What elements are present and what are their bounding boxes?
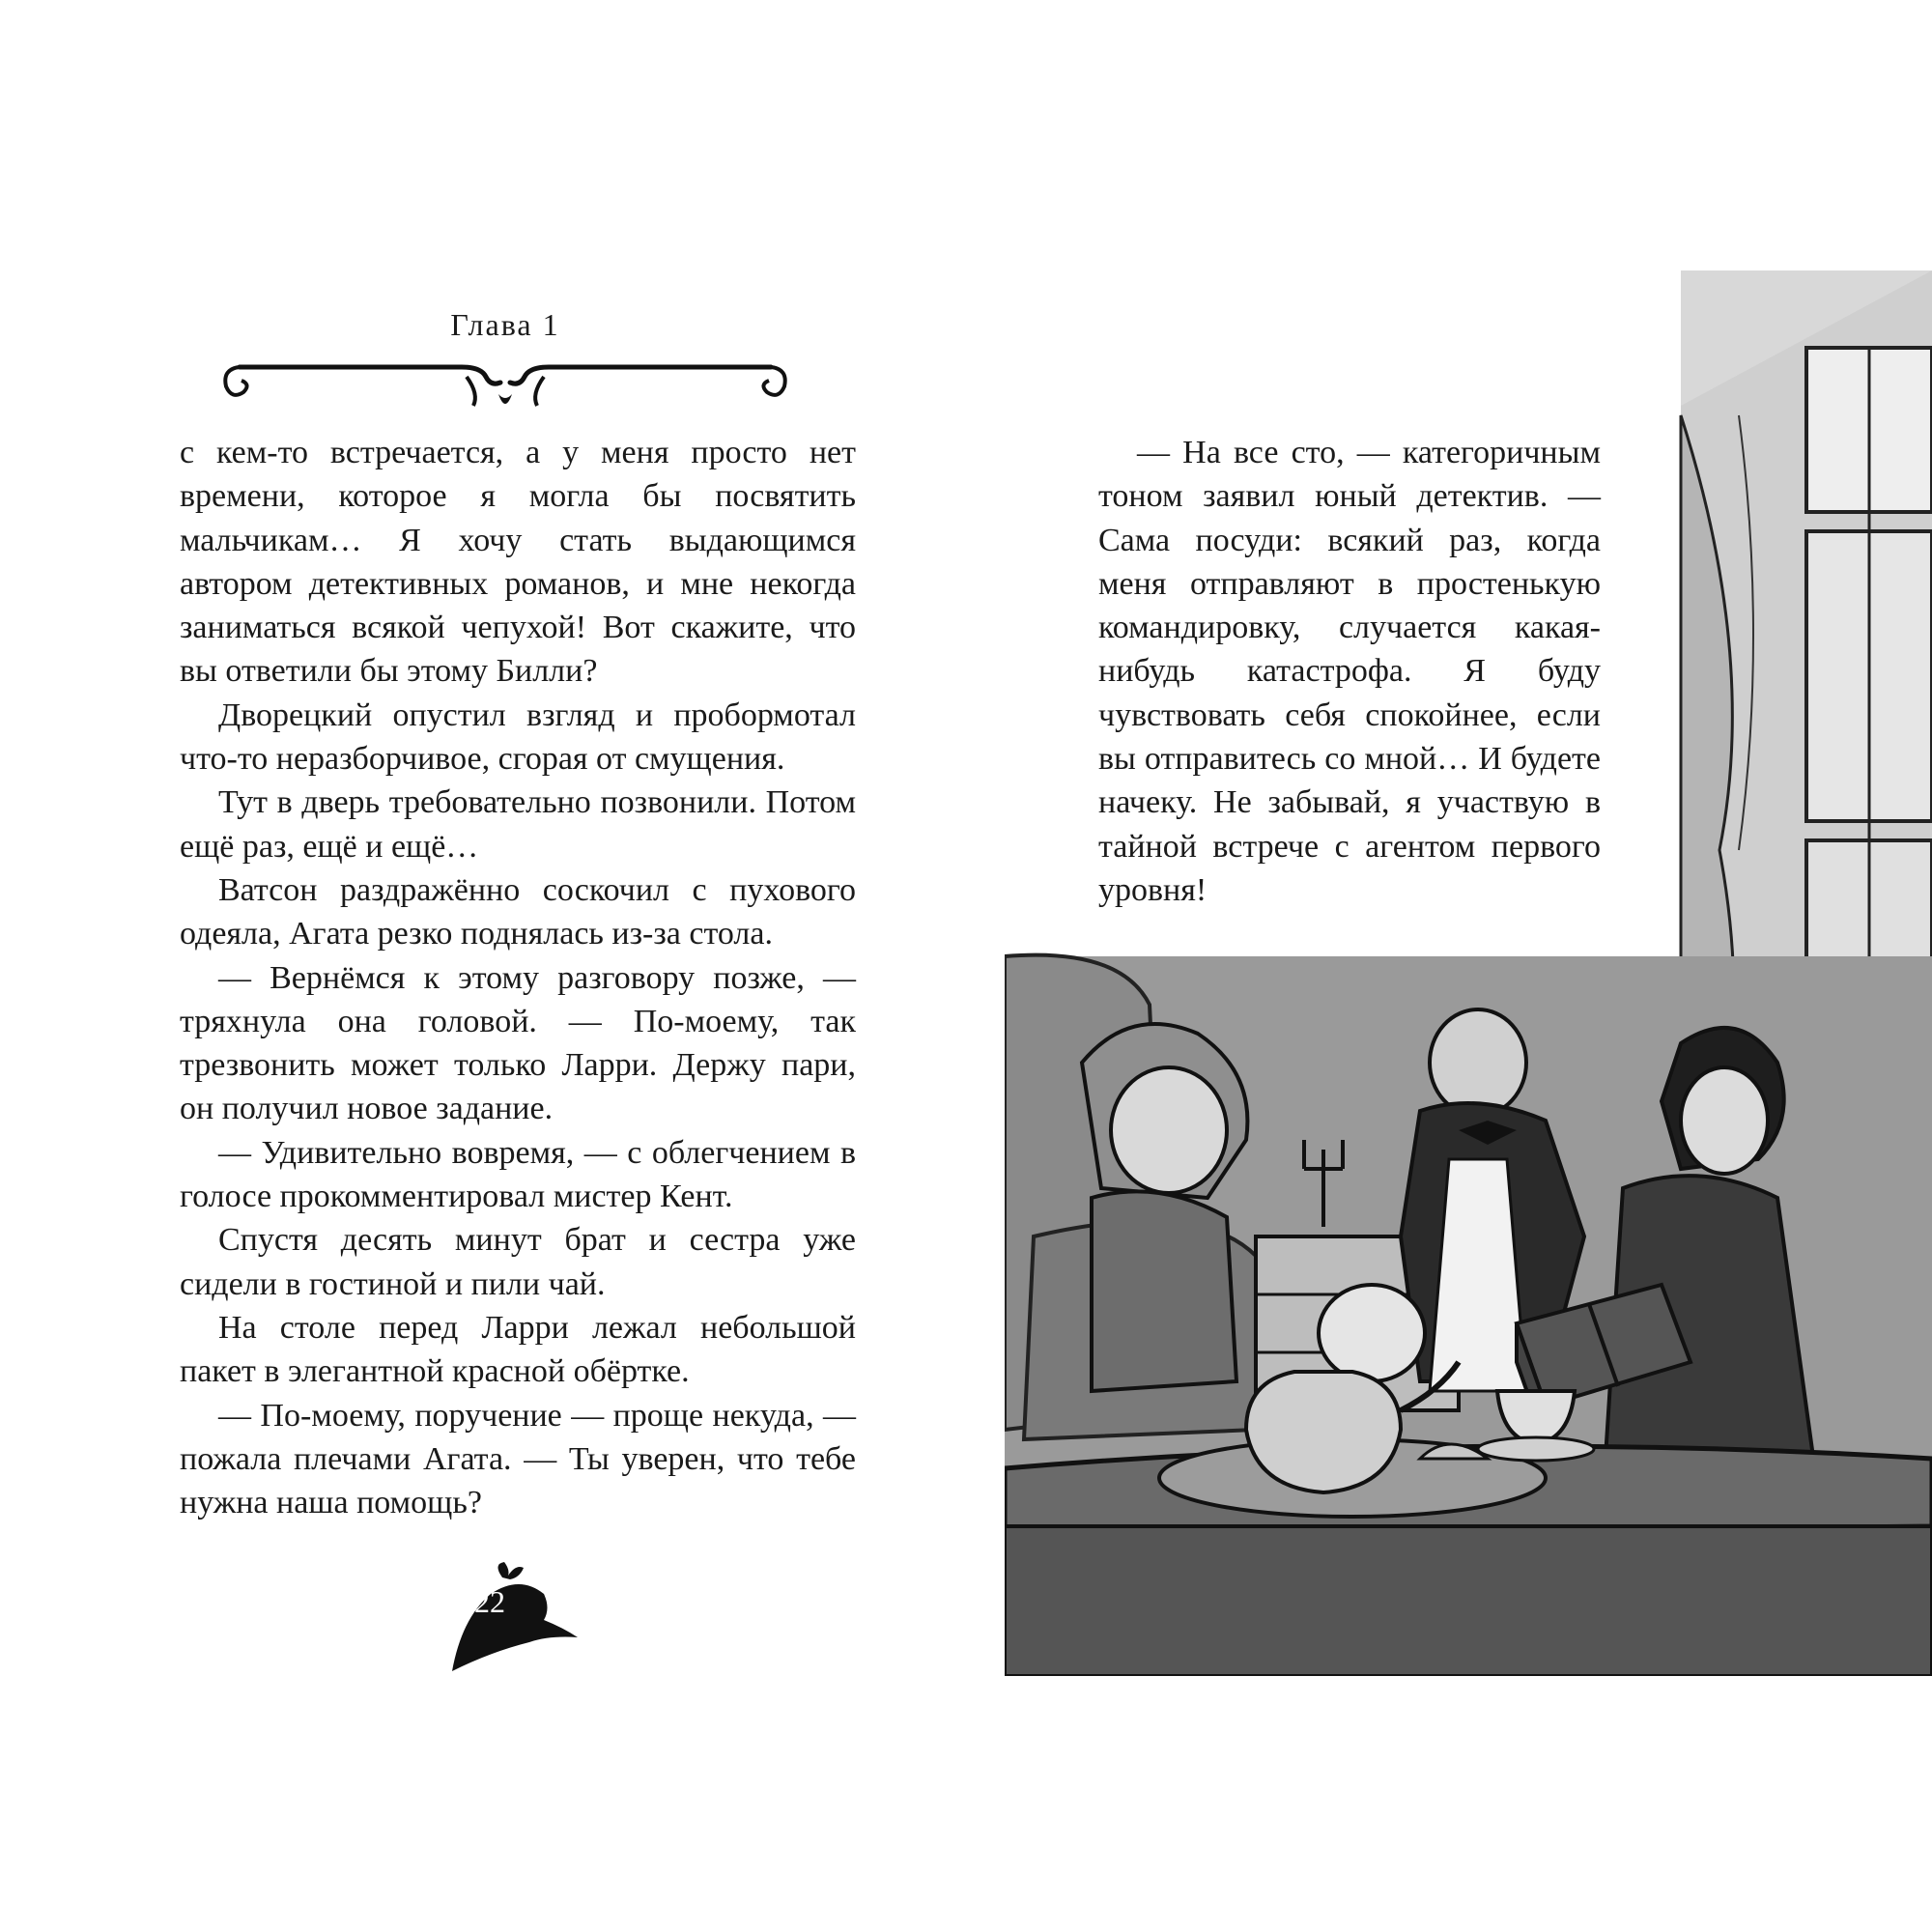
paragraph: Спустя десять минут брат и сестра уже сидели в гостиной и пили чай. [180, 1222, 856, 1302]
chapter-header: Глава 1 [450, 307, 560, 342]
paragraph: Дворецкий опустил взгляд и пробормотал что-то неразборчивое, сгорая от смущения. [180, 696, 856, 778]
ornament-divider [220, 355, 790, 413]
paragraph: Ватсон раздражённо соскочил с пухового одеяла, Агата резко поднялась из-за стола. [180, 871, 856, 952]
illustration-tea-scene [1005, 270, 1932, 1676]
paragraph: На столе перед Ларри лежал небольшой пакет в элегантной красной обёртке. [180, 1309, 856, 1390]
paragraph: — На все сто, — категоричным тоном заявил юный детектив. — Сама посуди: всякий раз, когда меня отправляют в простенькую командировку, случается какая-нибудь катастрофа. Я буду чувствовать себя спокойнее, если вы отправитесь со мной… И будете начеку. Не забывай, я участвую в тайной встрече с агентом первого уровня! [1098, 435, 1601, 908]
paragraph: — Удивительно вовремя, — с облегчением в голосе прокомментировал мистер Кент. [180, 1134, 856, 1215]
paragraph: — Вернёмся к этому разговору позже, — тряхнула она головой. — По-моему, так трезвонить может только Ларри. Держу пари, он получил новое задание. [180, 959, 856, 1127]
paragraph: с кем-то встречается, а у меня просто нет времени, которое я могла бы посвятить мальчикам… Я хочу стать выдающимся автором детективных романов, и мне некогда заниматься всякой чепухой! Вот скажите, что вы ответили бы этому Билли? [180, 435, 856, 690]
page-number: 22 [474, 1584, 505, 1619]
paragraph: Тут в дверь требовательно позвонили. Потом ещё раз, ещё и ещё… [180, 784, 856, 865]
paragraph: — По-моему, поручение — проще некуда, — пожала плечами Агата. — Ты уверен, что тебе нужна наша помощь? [180, 1397, 856, 1521]
left-column-text [180, 431, 856, 1524]
